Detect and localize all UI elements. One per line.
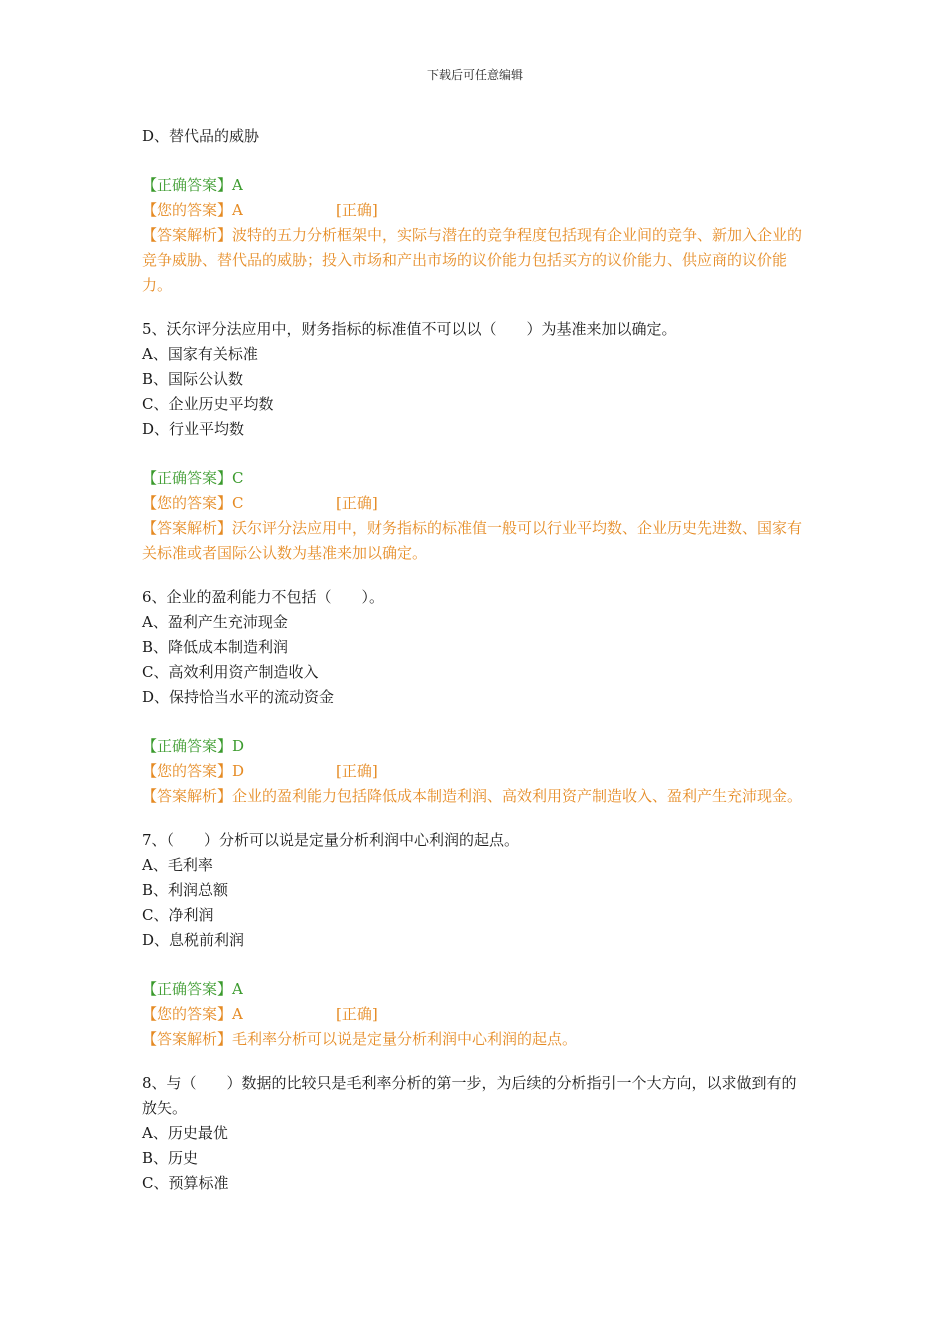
q6-option-c: C、高效利用资产制造收入 [142, 663, 319, 681]
q8-option-b: B、历史 [142, 1149, 199, 1167]
q5-stem: 5、沃尔评分法应用中，财务指标的标准值不可以以（ ）为基准来加以确定。 [142, 320, 677, 338]
q7-verdict: [正确] [336, 1005, 378, 1023]
q6-option-a: A、盈利产生充沛现金 [142, 613, 288, 631]
q6-correct-answer: 【正确答案】D [142, 737, 245, 755]
q7-option-c: C、净利润 [142, 906, 214, 924]
q7-your-answer-row [142, 1002, 807, 1027]
q5-option-d: D、行业平均数 [142, 420, 245, 438]
q7-correct-answer: 【正确答案】A [142, 980, 243, 998]
q5-option-a: A、国家有关标准 [142, 345, 258, 363]
q6-your-answer-row [142, 759, 807, 784]
q7-your-answer: 【您的答案】A [142, 1005, 243, 1023]
q7-analysis: 【答案解析】毛利率分析可以说是定量分析利润中心利润的起点。 [142, 1030, 578, 1048]
q8-option-a: A、历史最优 [142, 1124, 228, 1142]
q7-stem: 7、（ ）分析可以说是定量分析利润中心利润的起点。 [142, 831, 520, 849]
q4-your-answer-row [142, 198, 807, 223]
q7-option-b: B、利润总额 [142, 881, 229, 899]
q5-option-b: B、国际公认数 [142, 370, 244, 388]
q5-option-c: C、企业历史平均数 [142, 395, 274, 413]
q5-your-answer: 【您的答案】C [142, 494, 244, 512]
q6-your-answer: 【您的答案】D [142, 762, 245, 780]
q4-option-d: D、替代品的威胁 [142, 127, 260, 145]
q5-correct-answer: 【正确答案】C [142, 469, 244, 487]
q7-option-d: D、息税前利润 [142, 931, 245, 949]
q6-analysis: 【答案解析】企业的盈利能力包括降低成本制造利润、高效利用资产制造收入、盈利产生充沛现金。 [142, 787, 803, 805]
q4-your-answer: 【您的答案】A [142, 201, 243, 219]
q6-option-b: B、降低成本制造利润 [142, 638, 289, 656]
q4-analysis: 【答案解析】波特的五力分析框架中，实际与潜在的竞争程度包括现有企业间的竞争、新加入企业的竞争威胁、替代品的威胁；投入市场和产出市场的议价能力包括买方的议价能力、供应商的议价能力。 [142, 226, 803, 294]
page-header: 下载后可任意编辑 [426, 68, 523, 82]
document-body [142, 124, 807, 1196]
q6-verdict: [正确] [336, 762, 378, 780]
q8-stem: 8、与（ ）数据的比较只是毛利率分析的第一步，为后续的分析指引一个大方向，以求做到有的放矢。 [142, 1074, 797, 1117]
q4-verdict: [正确] [336, 201, 378, 219]
q5-analysis: 【答案解析】沃尔评分法应用中，财务指标的标准值一般可以行业平均数、企业历史先进数、国家有关标准或者国际公认数为基准来加以确定。 [142, 519, 803, 562]
q5-verdict: [正确] [336, 494, 378, 512]
q6-stem: 6、企业的盈利能力不包括（ ）。 [142, 588, 385, 606]
q6-option-d: D、保持恰当水平的流动资金 [142, 688, 335, 706]
q4-correct-answer: 【正确答案】A [142, 176, 243, 194]
q8-option-c: C、预算标准 [142, 1174, 229, 1192]
q5-your-answer-row [142, 491, 807, 516]
q7-option-a: A、毛利率 [142, 856, 213, 874]
